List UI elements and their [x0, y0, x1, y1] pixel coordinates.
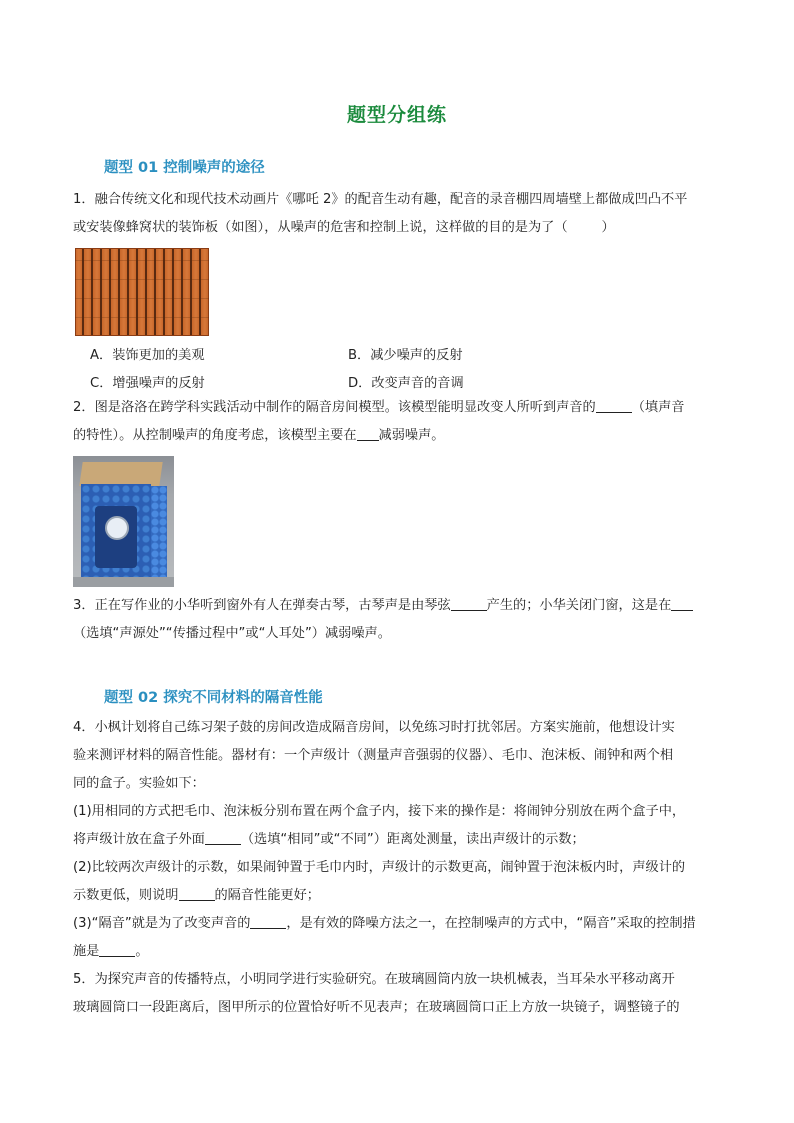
question-4: [73, 714, 725, 966]
q1-option-a: A．装饰更加的美观: [90, 348, 205, 363]
answer-blank: [250, 914, 286, 929]
q4-step2-text: 示数更低，则说明: [73, 888, 179, 903]
q1-option-c: C．增强噪声的反射: [90, 376, 205, 391]
answer-blank: [671, 596, 693, 611]
q3-line-1-text: 3．正在写作业的小华听到窗外有人在弹奏古琴，古琴声是由琴弦: [73, 598, 451, 613]
answer-blank: [179, 886, 215, 901]
q2-line-2-end: 减弱噪声。: [378, 428, 445, 443]
answer-blank: [596, 398, 632, 413]
q4-step3-line-1: [73, 910, 725, 938]
answer-blank: [451, 596, 487, 611]
q2-line-1: [73, 394, 725, 422]
q4-step3-line-2-text: 施是: [73, 944, 100, 959]
q1-option-d: D．改变声音的音调: [348, 376, 464, 391]
answer-blank: [205, 830, 241, 845]
q5-line-1: 5．为探究声音的传播特点，小明同学进行实验研究。在玻璃圆筒内放一块机械表，当耳朵水平移动离开: [73, 972, 675, 987]
section-heading-1: 题型 01 控制噪声的途径: [104, 160, 265, 176]
section-heading-2: 题型 02 探究不同材料的隔音性能: [104, 690, 323, 706]
q4-line-2: 验来测评材料的隔音性能。器材有：一个声级计（测量声音强弱的仪器）、毛巾、泡沫板、闹钟和两个相: [73, 748, 674, 763]
q5-line-2: 玻璃圆筒口一段距离后，图甲所示的位置恰好听不见表声；在玻璃圆筒口正上方放一块镜子，调整镜子的: [73, 1000, 680, 1015]
page-title: 题型分组练: [346, 104, 447, 126]
question-2: [73, 394, 725, 450]
q4-step3-end: 。: [135, 944, 149, 959]
q4-step1-line-1: (1)用相同的方式把毛巾、泡沫板分别布置在两个盒子内，接下来的操作是：将闹钟分别放在两个盒子中，: [73, 804, 686, 819]
q1-option-b: B．减少噪声的反射: [348, 348, 463, 363]
q1-line-1: 1．融合传统文化和现代技术动画片《哪吒 2》的配音生动有趣，配音的录音棚四周墙壁上都做成凹凸不平: [73, 192, 688, 207]
q2-line-1-text: 2．图是洛洛在跨学科实践活动中制作的隔音房间模型。该模型能明显改变人所听到声音的: [73, 400, 596, 415]
q4-step3-text: (3)“隔音”就是为了改变声音的: [73, 916, 251, 931]
q2-line-2-text: 的特性）。从控制噪声的角度考虑，该模型主要在: [73, 428, 357, 443]
q4-line-3: 同的盒子。实验如下：: [73, 776, 205, 791]
q1-line-2-text: 或安装像蜂窝状的装饰板（如图），从噪声的危害和控制上说，这样做的目的是为了（: [73, 220, 568, 235]
q3-line-1: [73, 592, 725, 620]
q4-step2-end: 的隔音性能更好；: [214, 888, 320, 903]
alarm-clock-icon: [105, 516, 129, 540]
answer-blank: [357, 426, 379, 441]
q4-step1-text: 将声级计放在盒子外面: [73, 832, 205, 847]
q4-step1-end: （选填“相同”或“不同”）距离处测量，读出声级计的示数；: [240, 832, 585, 847]
q3-line-1-mid: 产生的；小华关闭门窗，这是在: [486, 598, 672, 613]
q4-step1-line-2: [73, 826, 725, 854]
q4-step2-line-1: (2)比较两次声级计的示数，如果闹钟置于毛巾内时，声级计的示数更高，闹钟置于泡沫板内时，声级计的: [73, 860, 686, 875]
q2-line-2: [73, 422, 725, 450]
answer-blank: [99, 942, 135, 957]
q4-line-1: 4．小枫计划将自己练习架子鼓的房间改造成隔音房间，以免练习时打扰邻居。方案实施前，他想设计实: [73, 720, 675, 735]
q4-step2-line-2: [73, 882, 725, 910]
q1-line-2: [73, 214, 725, 242]
q4-step3-line-2: [73, 938, 725, 966]
q3-line-2: （选填“声源处”“传播过程中”或“人耳处”）减弱噪声。: [73, 626, 391, 641]
soundproof-model-photo: [73, 456, 174, 587]
question-5: [73, 966, 725, 1022]
q1-line-2-end: ）: [601, 220, 615, 235]
q2-line-1-end: （填声音: [631, 400, 685, 415]
decorative-panel-image: [75, 248, 209, 336]
q4-step3-mid: ，是有效的降噪方法之一，在控制噪声的方式中，“隔音”采取的控制措: [286, 916, 696, 931]
question-3: [73, 592, 725, 648]
question-1: [73, 186, 725, 242]
